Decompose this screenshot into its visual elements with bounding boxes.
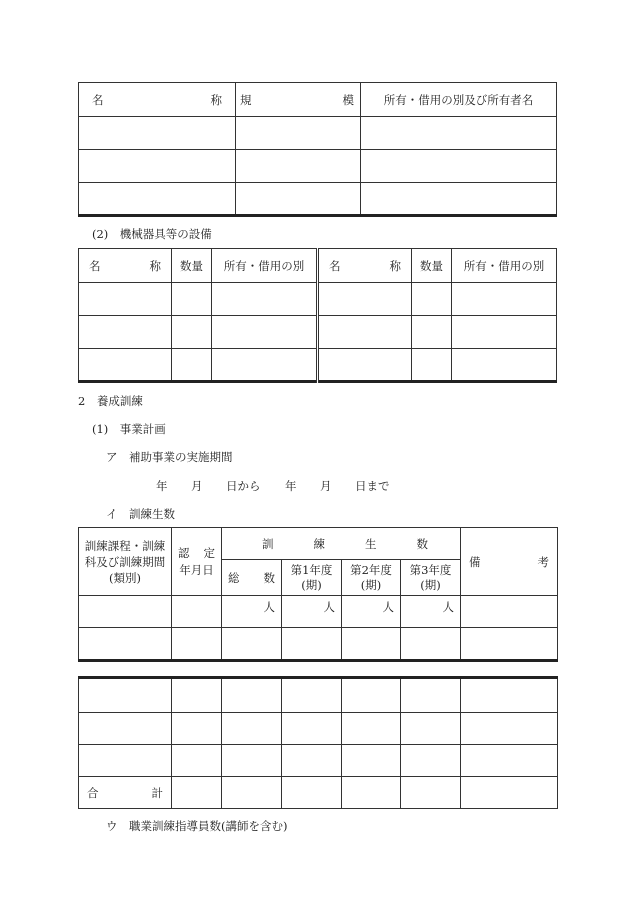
header-scale: 規 模 — [236, 83, 361, 117]
subsection-business-plan: (1) 事業計画 — [92, 422, 166, 436]
unit-label: 人 — [342, 596, 401, 628]
header-remarks: 備 考 — [461, 528, 558, 596]
header-ownership: 所有・借用の別及び所有者名 — [361, 83, 557, 117]
table-row — [79, 349, 557, 382]
header-qty-left: 数量 — [172, 249, 212, 283]
item-trainee-count: イ 訓練生数 — [106, 507, 175, 521]
unit-label: 人 — [401, 596, 461, 628]
header-name-right: 名 称 — [318, 249, 412, 283]
header-course: 訓練課程・訓練 科及び訓練期間 (類別) — [79, 528, 172, 596]
header-trainee-count: 訓 練 生 数 — [222, 528, 461, 560]
header-name: 名 称 — [79, 83, 236, 117]
table-row — [79, 117, 557, 150]
period-line: 年 月 日から 年 月 日まで — [156, 479, 390, 493]
header-total: 総 数 — [222, 560, 282, 596]
total-label: 合 計 — [79, 777, 172, 809]
table-row — [79, 183, 557, 216]
header-ownership-left: 所有・借用の別 — [212, 249, 318, 283]
table-row — [79, 678, 558, 713]
table-row — [79, 316, 557, 349]
equipment-table — [78, 248, 557, 383]
table-row — [79, 628, 558, 661]
header-year2: 第2年度 (期) — [342, 560, 401, 596]
table-row — [79, 150, 557, 183]
table-row — [79, 713, 558, 745]
section-title-training: 2 養成訓練 — [78, 394, 143, 408]
trainee-table-lower — [78, 676, 558, 809]
trainee-table-upper — [78, 527, 558, 662]
table-row — [79, 283, 557, 316]
unit-label: 人 — [222, 596, 282, 628]
unit-label: 人 — [282, 596, 342, 628]
header-year1: 第1年度 (期) — [282, 560, 342, 596]
header-qty-right: 数量 — [412, 249, 452, 283]
section-heading-equipment: (2) 機械器具等の設備 — [92, 227, 212, 241]
table-row — [79, 745, 558, 777]
item-instructor-count: ウ 職業訓練指導員数(講師を含む) — [106, 819, 288, 833]
total-row — [79, 777, 558, 809]
facilities-table — [78, 82, 557, 217]
header-name-left: 名 称 — [79, 249, 172, 283]
item-implementation-period: ア 補助事業の実施期間 — [106, 450, 233, 464]
header-approval-date: 認 定 年月日 — [172, 528, 222, 596]
header-ownership-right: 所有・借用の別 — [452, 249, 557, 283]
table-row — [79, 596, 558, 628]
header-year3: 第3年度 (期) — [401, 560, 461, 596]
